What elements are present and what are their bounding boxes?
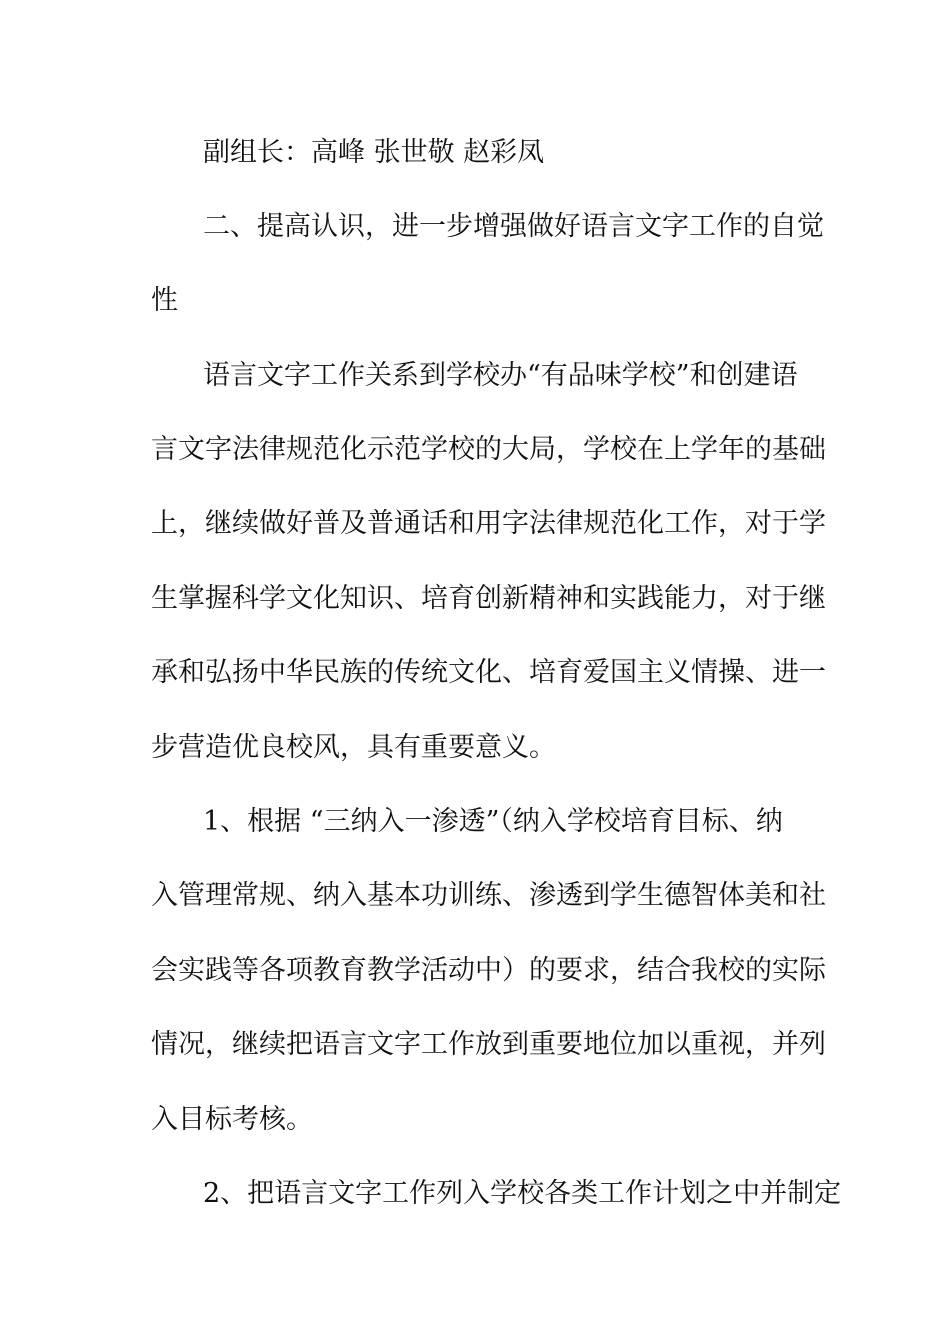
paragraph-line: 语言文字工作关系到学校办“有品味学校”和创建语	[203, 360, 798, 391]
list-item-1-line: 入目标考核。	[151, 1104, 313, 1135]
list-item-1-line: 入管理常规、纳入基本功训练、渗透到学生德智体美和社	[151, 880, 826, 911]
list-item-1-line: 1、根据 “三纳入一渗透”（纳入学校培育目标、纳	[203, 806, 783, 837]
paragraph-line: 上，继续做好普及普通话和用字法律规范化工作，对于学	[151, 508, 826, 539]
text-line-deputy-leaders: 副组长：高峰 张世敬 赵彩凤	[203, 137, 545, 168]
list-item-1-line: 会实践等各项教育教学活动中）的要求，结合我校的实际	[151, 955, 826, 986]
list-item-2-line: 2、把语言文字工作列入学校各类工作计划之中并制定	[203, 1178, 842, 1209]
paragraph-line: 步营造优良校风，具有重要意义。	[151, 732, 556, 763]
paragraph-line: 言文字法律规范化示范学校的大局，学校在上学年的基础	[151, 434, 826, 465]
paragraph-line: 承和弘扬中华民族的传统文化、培育爱国主义情操、进一	[151, 657, 826, 688]
section-heading-2-cont: 性	[151, 285, 178, 316]
list-item-1-line: 情况，继续把语言文字工作放到重要地位加以重视，并列	[151, 1029, 826, 1060]
section-heading-2: 二、提高认识，进一步增强做好语言文字工作的自觉	[203, 211, 824, 242]
paragraph-line: 生掌握科学文化知识、培育创新精神和实践能力，对于继	[151, 583, 826, 614]
